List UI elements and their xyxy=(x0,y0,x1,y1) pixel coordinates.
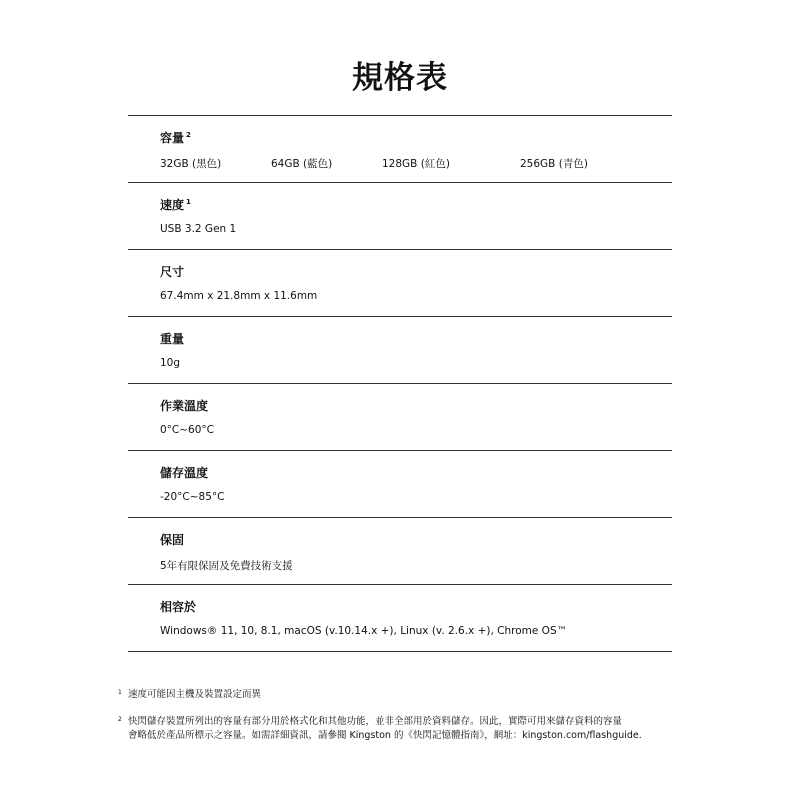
spec-table xyxy=(128,115,672,652)
page-title: 規格表 xyxy=(352,60,448,96)
footnote-mark: 2 xyxy=(118,716,122,723)
spec-label-compatibility: 相容於 xyxy=(160,600,197,614)
spec-label-speed: 速度 $^1$ xyxy=(160,198,191,212)
spec-row-warranty xyxy=(128,518,672,585)
spec-row-dimensions xyxy=(128,250,672,317)
spec-row-storage-temp xyxy=(128,451,672,518)
spec-row-weight xyxy=(128,317,672,384)
footnote-text-line-2: 會略低於產品所標示之容量。如需詳細資訊，請參閱 Kingston 的《快閃記憶體指南》，網址：kingston.com/flashguide. xyxy=(128,730,642,741)
capacity-option-128gb: 128GB (紅色) xyxy=(382,158,450,170)
footnote-mark: 1 xyxy=(118,689,122,696)
spec-row-capacity xyxy=(128,116,672,183)
capacity-values xyxy=(160,156,672,172)
capacity-option-32gb: 32GB (黑色) xyxy=(160,158,222,170)
spec-value-speed: USB 3.2 Gen 1 xyxy=(160,223,237,235)
spec-row-speed xyxy=(128,183,672,250)
spec-label-storage-temp: 儲存溫度 xyxy=(160,466,209,480)
footnote-marker: 1 xyxy=(186,198,191,206)
spec-label-capacity: 容量 $^2$ xyxy=(160,131,191,145)
footnote-2 xyxy=(118,715,718,743)
spec-label-dimensions: 尺寸 xyxy=(160,265,185,279)
spec-value-dimensions: 67.4mm x 21.8mm x 11.6mm xyxy=(160,290,318,302)
spec-label-operating-temp: 作業溫度 xyxy=(160,399,209,413)
spec-value-weight: 10g xyxy=(160,357,181,369)
spec-label-warranty: 保固 xyxy=(160,533,185,547)
spec-value-warranty: 5年有限保固及免費技術支援 xyxy=(160,560,293,572)
footnote-text-line-1: 快閃儲存裝置所列出的容量有部分用於格式化和其他功能，並非全部用於資料儲存。因此，實際可用來儲存資料的容量 xyxy=(128,716,623,727)
footnote-1 xyxy=(118,688,718,702)
capacity-option-64gb: 64GB (藍色) xyxy=(271,158,333,170)
spec-value-storage-temp: -20°C~85°C xyxy=(160,491,225,503)
capacity-option-256gb: 256GB (青色) xyxy=(520,158,588,170)
spec-row-compatibility xyxy=(128,585,672,652)
spec-value-operating-temp: 0°C~60°C xyxy=(160,424,215,436)
spec-row-operating-temp xyxy=(128,384,672,451)
spec-value-compatibility: Windows® 11, 10, 8.1, macOS (v.10.14.x +), Linux (v. 2.6.x +), Chrome OS™ xyxy=(160,625,568,637)
footnote-text: 速度可能因主機及裝置設定而異 xyxy=(128,689,262,700)
spec-label-weight: 重量 xyxy=(160,332,185,346)
footnotes xyxy=(118,688,718,743)
footnote-marker: 2 xyxy=(186,131,191,139)
